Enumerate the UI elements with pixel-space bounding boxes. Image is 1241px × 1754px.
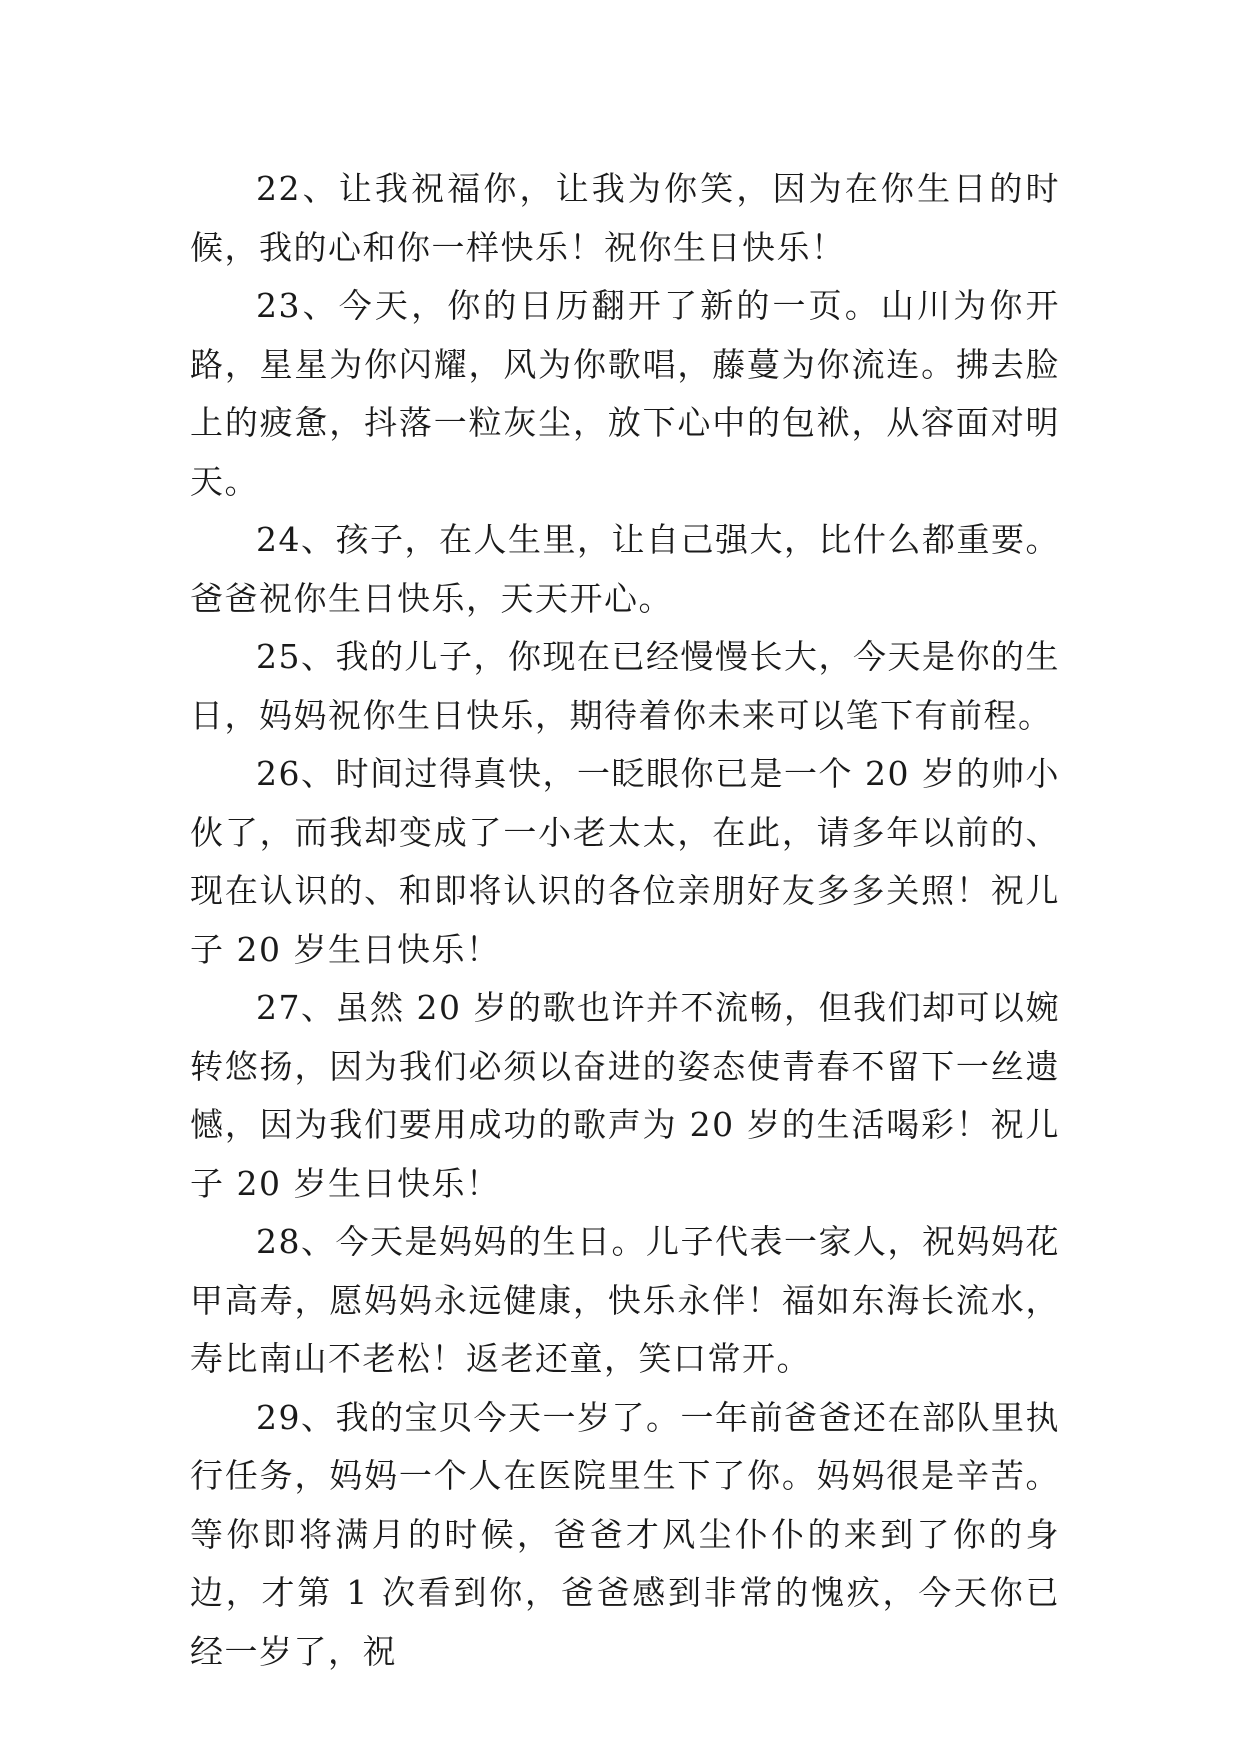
paragraph-27: 27、虽然 20 岁的歌也许并不流畅，但我们却可以婉转悠扬，因为我们必须以奋进的姿态使青春不留下一丝遗憾，因为我们要用成功的歌声为 20 岁的生活喝彩！祝儿子 20 岁生日快乐！	[190, 988, 1060, 1203]
paragraph-23: 23、今天，你的日历翻开了新的一页。山川为你开路，星星为你闪耀，风为你歌唱，藤蔓为你流连。拂去脸上的疲惫，抖落一粒灰尘，放下心中的包袱，从容面对明天。	[190, 286, 1060, 501]
paragraph-24: 24、孩子，在人生里，让自己强大，比什么都重要。爸爸祝你生日快乐，天天开心。	[190, 520, 1060, 618]
paragraph-26: 26、时间过得真快，一眨眼你已是一个 20 岁的帅小伙了，而我却变成了一小老太太，在此，请多年以前的、现在认识的、和即将认识的各位亲朋好友多多关照！祝儿子 20 岁生日快乐！	[190, 754, 1060, 969]
paragraph-29: 29、我的宝贝今天一岁了。一年前爸爸还在部队里执行任务，妈妈一个人在医院里生下了你。妈妈很是辛苦。等你即将满月的时候，爸爸才风尘仆仆的来到了你的身边，才第 1 次看到你，爸爸感到非常的愧疚，今天你已经一岁了，祝	[190, 1397, 1060, 1671]
paragraph-28: 28、今天是妈妈的生日。儿子代表一家人，祝妈妈花甲高寿，愿妈妈永远健康，快乐永伴！福如东海长流水，寿比南山不老松！返老还童，笑口常开。	[190, 1222, 1060, 1378]
document-body	[190, 160, 1060, 1681]
paragraph-25: 25、我的儿子，你现在已经慢慢长大，今天是你的生日，妈妈祝你生日快乐，期待着你未来可以笔下有前程。	[190, 637, 1060, 735]
paragraph-22: 22、让我祝福你，让我为你笑，因为在你生日的时候，我的心和你一样快乐！祝你生日快乐！	[190, 169, 1060, 267]
